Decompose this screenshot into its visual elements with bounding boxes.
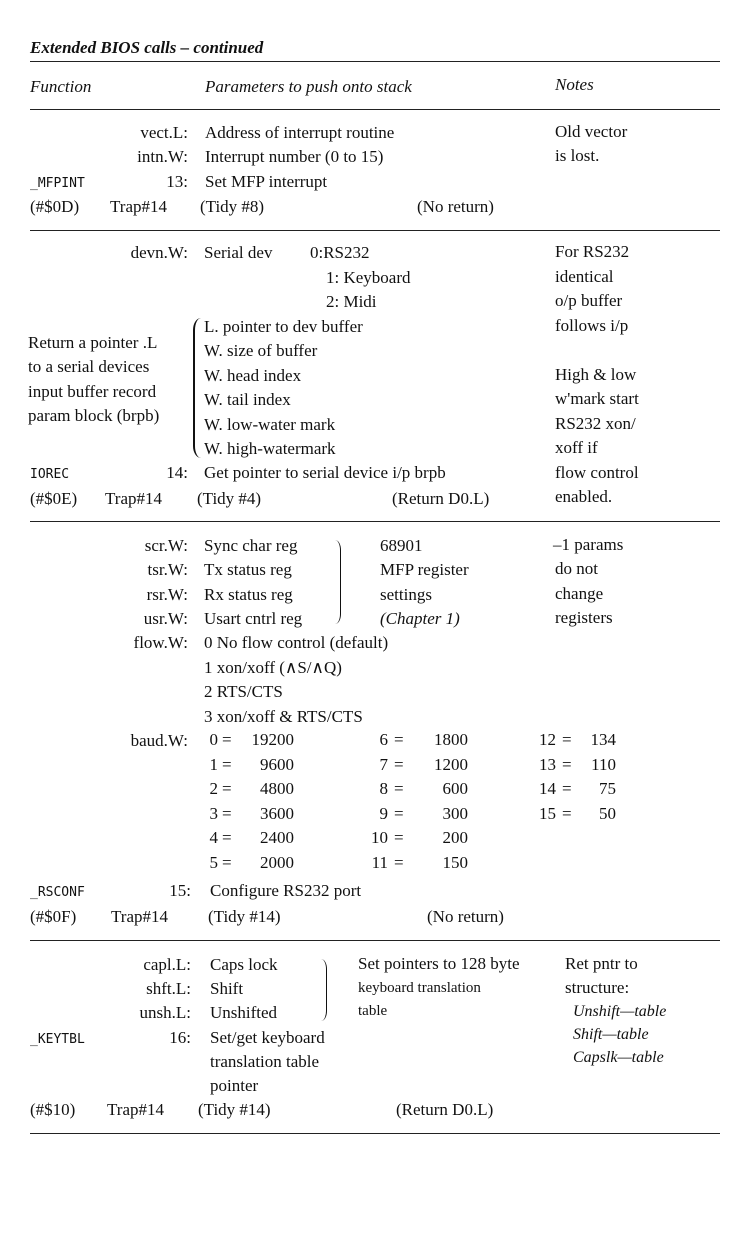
param-desc: Shift bbox=[210, 979, 244, 998]
param-name: scr.W: bbox=[144, 536, 188, 555]
header-function: Function bbox=[30, 77, 92, 96]
return-value: (Return D0.L) bbox=[392, 489, 490, 508]
baud-code: 0 bbox=[209, 730, 218, 749]
trap: Trap#14 bbox=[111, 907, 168, 926]
trap: Trap#14 bbox=[105, 489, 162, 508]
param-name: unsh.L: bbox=[139, 1003, 191, 1022]
note: Shift—table bbox=[573, 1026, 649, 1043]
baud-rate: 134 bbox=[590, 730, 616, 749]
baud-code: 14 bbox=[539, 779, 556, 798]
note: Ret pntr to bbox=[565, 954, 638, 973]
equals-sign: = bbox=[222, 803, 232, 823]
param-name: tsr.W: bbox=[147, 560, 188, 579]
baud-rate: 200 bbox=[442, 828, 468, 847]
divider bbox=[30, 940, 720, 941]
note: –1 params bbox=[553, 535, 624, 554]
device-option: 1: Keyboard bbox=[326, 268, 411, 287]
device-option: 0:RS232 bbox=[310, 243, 370, 262]
function-desc: Get pointer to serial device i/p brpb bbox=[204, 463, 446, 482]
return-value: (No return) bbox=[417, 197, 494, 216]
equals-sign: = bbox=[394, 852, 404, 872]
equals-sign: = bbox=[394, 828, 404, 847]
baud-rate: 19200 bbox=[251, 730, 294, 749]
baud-code: 1 bbox=[209, 754, 218, 774]
register-note: settings bbox=[380, 585, 432, 604]
param-name: flow.W: bbox=[133, 633, 188, 652]
flow-option: 1 xon/xoff (∧S/∧Q) bbox=[204, 658, 342, 677]
baud-rate: 2400 bbox=[260, 828, 294, 847]
equals-sign: = bbox=[222, 754, 232, 774]
opcode: (#$0F) bbox=[30, 907, 77, 926]
divider bbox=[30, 61, 720, 62]
note: o/p buffer bbox=[555, 291, 623, 310]
baud-rate: 150 bbox=[442, 852, 468, 872]
trap: Trap#14 bbox=[110, 197, 167, 216]
function-desc: pointer bbox=[210, 1076, 259, 1095]
return-desc: to a serial devices bbox=[28, 357, 150, 376]
function-number: 13: bbox=[166, 172, 188, 191]
opcode: (#$0D) bbox=[30, 197, 80, 216]
equals-sign: = bbox=[562, 730, 572, 749]
divider bbox=[30, 521, 720, 522]
param-name: vect.L: bbox=[140, 123, 188, 142]
param-name: rsr.W: bbox=[146, 585, 188, 604]
note: is lost. bbox=[555, 146, 600, 165]
divider bbox=[30, 1133, 720, 1134]
brace bbox=[320, 959, 327, 1021]
note: Capslk—table bbox=[573, 1049, 664, 1066]
return-desc: Return a pointer .L bbox=[28, 333, 158, 352]
baud-rate: 110 bbox=[591, 754, 616, 774]
note: Old vector bbox=[555, 122, 628, 141]
return-desc: param block (brpb) bbox=[28, 406, 160, 425]
page-title: Extended BIOS calls – continued bbox=[30, 38, 264, 57]
struct-field: W. tail index bbox=[204, 390, 291, 409]
param-desc: Unshifted bbox=[210, 1003, 278, 1022]
function-desc: translation table bbox=[210, 1052, 320, 1071]
baud-code: 6 bbox=[379, 730, 388, 749]
equals-sign: = bbox=[222, 828, 232, 847]
flow-option: 2 RTS/CTS bbox=[204, 682, 283, 701]
function-name: IOREC bbox=[30, 467, 70, 482]
note: follows i/p bbox=[555, 316, 629, 335]
param-name: capl.L: bbox=[143, 955, 191, 974]
return-value: (Return D0.L) bbox=[396, 1100, 494, 1119]
param-name: usr.W: bbox=[143, 609, 188, 628]
tidy: (Tidy #14) bbox=[208, 907, 281, 926]
flow-option: 0 No flow control (default) bbox=[204, 633, 389, 652]
struct-field: W. head index bbox=[204, 366, 302, 385]
param-name: shft.L: bbox=[146, 979, 191, 998]
baud-rate: 1200 bbox=[434, 754, 468, 774]
param-desc: Rx status reg bbox=[204, 585, 293, 604]
equals-sign: = bbox=[222, 730, 232, 749]
param-desc: Caps lock bbox=[210, 955, 278, 974]
baud-code: 12 bbox=[539, 730, 556, 749]
baud-rate: 4800 bbox=[260, 779, 294, 798]
function-desc: Set/get keyboard bbox=[210, 1028, 325, 1047]
baud-code: 11 bbox=[371, 852, 388, 872]
struct-field: W. high-watermark bbox=[204, 439, 336, 458]
set-desc: table bbox=[358, 1003, 388, 1019]
return-value: (No return) bbox=[427, 907, 504, 926]
baud-rate: 50 bbox=[599, 803, 616, 823]
function-desc: Set MFP interrupt bbox=[205, 172, 328, 191]
function-number: 16: bbox=[169, 1028, 191, 1047]
param-desc: Tx status reg bbox=[204, 560, 292, 579]
equals-sign: = bbox=[222, 779, 232, 798]
divider bbox=[30, 109, 720, 110]
baud-code: 10 bbox=[371, 828, 388, 847]
note: do not bbox=[555, 559, 598, 578]
equals-sign: = bbox=[562, 803, 572, 823]
struct-field: W. low-water mark bbox=[204, 415, 336, 434]
baud-rate: 1800 bbox=[434, 730, 468, 749]
struct-field: L. pointer to dev buffer bbox=[204, 317, 363, 336]
function-number: 15: bbox=[169, 881, 191, 900]
equals-sign: = bbox=[394, 803, 404, 823]
param-desc: Serial dev bbox=[204, 243, 273, 262]
baud-code: 4 bbox=[209, 828, 218, 847]
param-name: devn.W: bbox=[130, 243, 188, 262]
tidy: (Tidy #8) bbox=[200, 197, 265, 216]
note: structure: bbox=[565, 978, 630, 997]
baud-code: 7 bbox=[379, 754, 388, 774]
param-desc: Interrupt number (0 to 15) bbox=[205, 147, 384, 166]
function-name: _RSCONF bbox=[30, 885, 85, 900]
baud-code: 8 bbox=[379, 779, 388, 798]
note: identical bbox=[555, 267, 614, 286]
baud-rate: 300 bbox=[442, 803, 468, 823]
baud-code: 9 bbox=[379, 803, 388, 823]
tidy: (Tidy #14) bbox=[198, 1100, 271, 1119]
equals-sign: = bbox=[222, 852, 232, 872]
header-notes: Notes bbox=[555, 75, 594, 94]
note: Unshift—table bbox=[573, 1003, 667, 1020]
register-note: (Chapter 1) bbox=[380, 609, 460, 628]
equals-sign: = bbox=[394, 730, 404, 749]
param-desc: Usart cntrl reg bbox=[204, 609, 303, 628]
equals-sign: = bbox=[394, 779, 404, 798]
function-number: 14: bbox=[166, 463, 188, 482]
note: w'mark start bbox=[555, 389, 639, 408]
tidy: (Tidy #4) bbox=[197, 489, 262, 508]
function-name: _MFPINT bbox=[30, 176, 85, 191]
struct-field: W. size of buffer bbox=[204, 341, 318, 360]
divider bbox=[30, 230, 720, 231]
equals-sign: = bbox=[562, 779, 572, 798]
set-desc: keyboard translation bbox=[358, 980, 481, 996]
function-name: _KEYTBL bbox=[30, 1032, 85, 1047]
register-note: 68901 bbox=[380, 536, 423, 555]
note: enabled. bbox=[555, 487, 613, 506]
baud-rate: 2000 bbox=[260, 852, 294, 872]
baud-code: 2 bbox=[209, 779, 218, 798]
device-option: 2: Midi bbox=[326, 292, 377, 311]
param-desc: Address of interrupt routine bbox=[205, 123, 395, 142]
equals-sign: = bbox=[394, 754, 404, 774]
equals-sign: = bbox=[562, 754, 572, 774]
baud-code: 15 bbox=[539, 803, 556, 823]
note: High & low bbox=[555, 365, 637, 384]
opcode: (#$10) bbox=[30, 1100, 76, 1119]
function-desc: Configure RS232 port bbox=[210, 881, 362, 900]
header-params: Parameters to push onto stack bbox=[205, 77, 412, 96]
return-desc: input buffer record bbox=[28, 382, 157, 401]
trap: Trap#14 bbox=[107, 1100, 164, 1119]
note: RS232 xon/ bbox=[555, 414, 636, 433]
note: flow control bbox=[555, 463, 639, 482]
baud-rate: 600 bbox=[442, 779, 468, 798]
set-desc: Set pointers to 128 byte bbox=[358, 954, 520, 973]
brace bbox=[193, 318, 201, 458]
baud-code: 5 bbox=[209, 852, 218, 872]
baud-rate: 75 bbox=[599, 779, 616, 798]
brace bbox=[334, 540, 341, 624]
opcode: (#$0E) bbox=[30, 489, 78, 508]
baud-rate: 3600 bbox=[260, 803, 294, 823]
note: change bbox=[555, 584, 604, 603]
note: xoff if bbox=[555, 438, 598, 457]
baud-code: 13 bbox=[539, 754, 556, 774]
register-note: MFP register bbox=[380, 560, 469, 579]
param-name: intn.W: bbox=[137, 147, 188, 166]
param-desc: Sync char reg bbox=[204, 536, 298, 555]
note: registers bbox=[555, 608, 613, 627]
note: For RS232 bbox=[555, 242, 630, 261]
param-name: baud.W: bbox=[130, 731, 188, 750]
baud-rate: 9600 bbox=[260, 754, 294, 774]
baud-code: 3 bbox=[209, 803, 218, 823]
flow-option: 3 xon/xoff & RTS/CTS bbox=[204, 707, 363, 726]
